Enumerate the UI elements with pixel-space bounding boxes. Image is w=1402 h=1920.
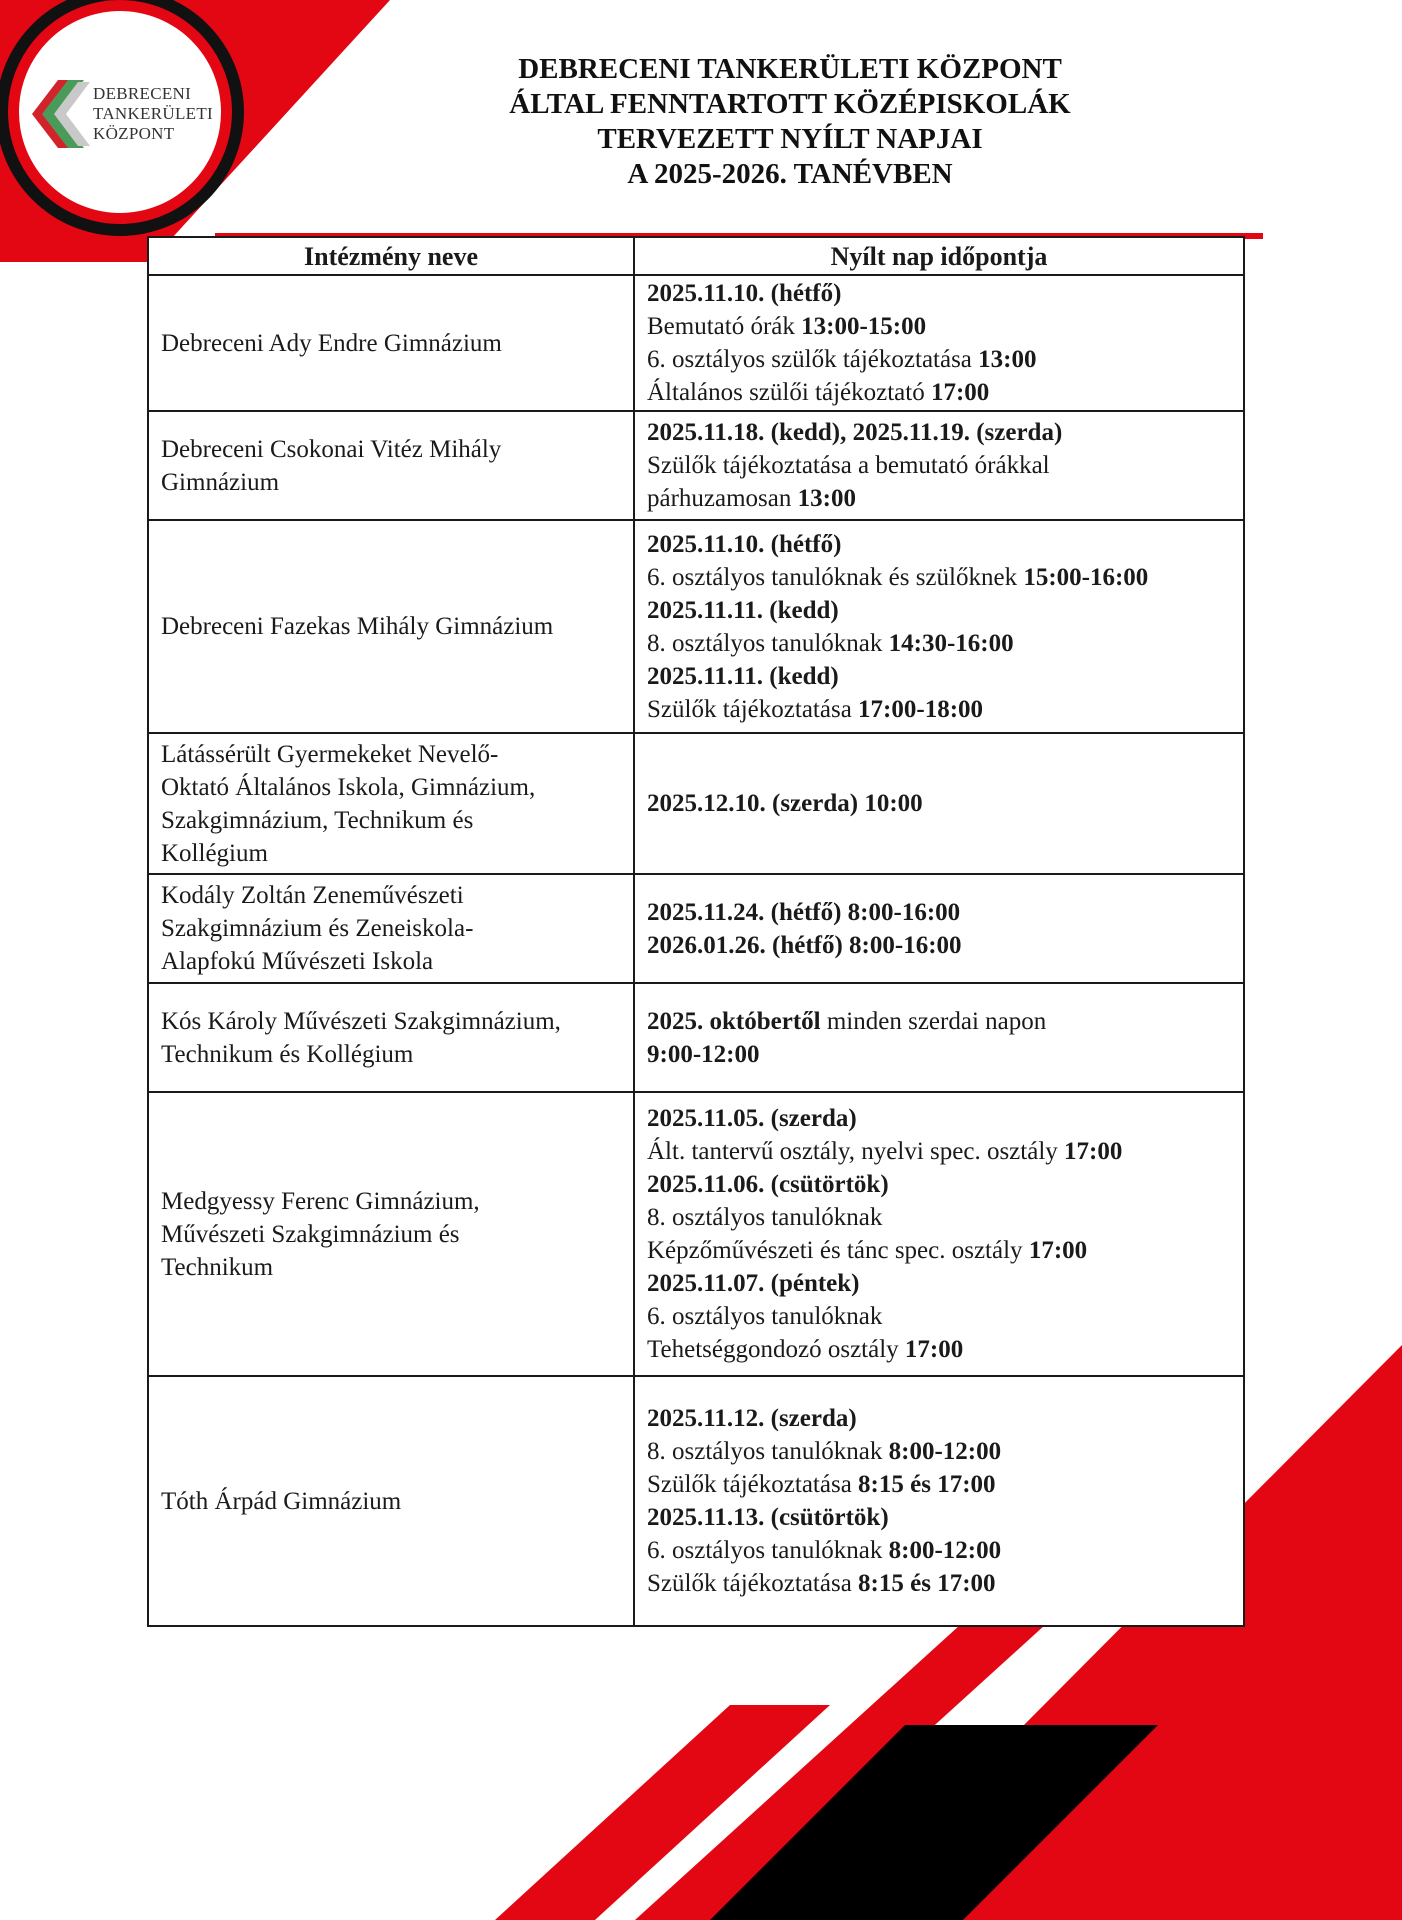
institution-name-line: Művészeti Szakgimnázium és [161, 1220, 460, 1248]
open-day-line [647, 1567, 1231, 1600]
table-row [148, 1092, 1244, 1376]
text-segment: 8. osztályos tanulóknak [647, 629, 889, 657]
institution-name-cell [148, 275, 634, 411]
open-day-line [647, 787, 1231, 820]
open-day-cell [634, 411, 1244, 520]
open-day-line [647, 1135, 1231, 1168]
text-segment: minden szerdai napon [820, 1007, 1047, 1035]
text-segment: Ált. tantervű osztály, nyelvi spec. osztály [647, 1138, 1065, 1165]
open-day-line [647, 449, 1231, 482]
institution-name-line: Medgyessy Ferenc Gimnázium, [161, 1187, 480, 1215]
bold-segment: 8:15 és 17:00 [858, 1570, 996, 1597]
page-title [420, 52, 1160, 192]
institution-name-cell [148, 520, 634, 733]
bold-segment: 2025.11.05. (szerda) [647, 1105, 857, 1132]
text-segment: Szülők tájékoztatása [647, 1570, 859, 1597]
text-segment: Általános szülői tájékoztató [647, 379, 931, 406]
institution-name-cell [148, 411, 634, 520]
bold-segment: 2025.11.07. (péntek) [647, 1270, 860, 1297]
open-days-table [147, 236, 1245, 1627]
institution-name-line: Debreceni Fazekas Mihály Gimnázium [161, 613, 554, 640]
bold-segment: 13:00 [978, 346, 1037, 373]
open-day-line [647, 482, 1231, 515]
open-day-line [647, 310, 1231, 343]
institution-name-line: Technikum és Kollégium [161, 1040, 414, 1068]
open-day-line [647, 627, 1231, 660]
bold-segment: 2025.11.11. (kedd) [647, 662, 839, 690]
institution-name-cell [148, 874, 634, 983]
institution-name-cell [148, 733, 634, 874]
open-day-line [647, 594, 1231, 627]
open-day-line [647, 1333, 1231, 1366]
text-segment: 8. osztályos tanulóknak [647, 1204, 883, 1231]
bold-segment: 17:00 [1028, 1237, 1088, 1264]
open-day-line [647, 1468, 1231, 1501]
title-line: DEBRECENI TANKERÜLETI KÖZPONT [518, 53, 1062, 85]
logo-text [93, 84, 213, 144]
text-segment: 6. osztályos szülők tájékoztatása [647, 346, 979, 373]
bold-segment: 2025.11.11. (kedd) [647, 596, 839, 624]
table-row [148, 1376, 1244, 1626]
bold-segment: 15:00-16:00 [1023, 563, 1149, 591]
institution-name-cell [148, 1092, 634, 1376]
header-open-day: Nyílt nap időpontja [634, 237, 1244, 275]
open-day-line [647, 277, 1231, 310]
bold-segment: 8:00-12:00 [888, 1537, 1002, 1564]
institution-name-line: Látássérült Gyermekeket Nevelő- [161, 740, 499, 768]
institution-name-line: Debreceni Ady Endre Gimnázium [161, 329, 502, 357]
table-row [148, 874, 1244, 983]
text-segment: Szülők tájékoztatása [647, 1471, 859, 1498]
bold-segment: 2025.11.06. (csütörtök) [647, 1171, 889, 1198]
open-day-line [647, 929, 1231, 962]
open-day-line [647, 1201, 1231, 1234]
logo-line: DEBRECENI [93, 84, 192, 103]
text-segment: 6. osztályos tanulóknak [647, 1537, 889, 1564]
text-segment: 6. osztályos tanulóknak [647, 1303, 883, 1330]
text-segment: Tehetséggondozó osztály [647, 1336, 905, 1363]
bold-segment: 2025.11.10. (hétfő) [647, 280, 842, 307]
text-segment: Szülők tájékoztatása a bemutató órákkal [647, 452, 1050, 479]
open-day-cell [634, 733, 1244, 874]
text-segment: Képzőművészeti és tánc spec. osztály [647, 1237, 1029, 1264]
header-institution: Intézmény neve [148, 237, 634, 275]
institution-name-line: Gimnázium [161, 468, 280, 496]
bold-segment: 17:00 [1064, 1138, 1123, 1165]
bold-segment: 2025.11.18. (kedd), 2025.11.19. (szerda) [647, 419, 1063, 446]
open-day-line [647, 1267, 1231, 1300]
open-day-line [647, 660, 1231, 693]
institution-name-line: Kodály Zoltán Zeneművészeti [161, 882, 464, 909]
text-segment: Szülők tájékoztatása [647, 695, 859, 723]
bold-segment: 13:00-15:00 [801, 313, 927, 340]
bold-segment: 17:00 [904, 1336, 964, 1363]
open-day-cell [634, 520, 1244, 733]
open-day-line [647, 1501, 1231, 1534]
open-day-cell [634, 874, 1244, 983]
bold-segment: 17:00-18:00 [858, 695, 984, 723]
institution-name-line: Alapfokú Művészeti Iskola [161, 948, 434, 975]
open-day-line [647, 343, 1231, 376]
bold-segment: 2025. októbertől [647, 1007, 821, 1035]
bold-segment: 17:00 [930, 379, 990, 406]
open-day-line [647, 416, 1231, 449]
open-day-line [647, 1102, 1231, 1135]
table-row [148, 275, 1244, 411]
text-segment: Bemutató órák [647, 313, 802, 340]
table-row [148, 733, 1244, 874]
open-day-line [647, 896, 1231, 929]
table-row [148, 520, 1244, 733]
open-day-line [647, 1300, 1231, 1333]
open-day-cell [634, 983, 1244, 1092]
table-row [148, 983, 1244, 1092]
open-day-cell [634, 1092, 1244, 1376]
bold-segment: 2025.11.24. (hétfő) 8:00-16:00 [647, 898, 961, 926]
open-day-line [647, 1168, 1231, 1201]
institution-name-cell [148, 983, 634, 1092]
institution-name-line: Szakgimnázium és Zeneiskola- [161, 915, 474, 942]
open-day-line [647, 1038, 1231, 1071]
bold-segment: 8:15 és 17:00 [858, 1471, 996, 1498]
bold-segment: 2025.11.13. (csütörtök) [647, 1504, 889, 1531]
table-body [148, 275, 1244, 1626]
table-row [148, 411, 1244, 520]
open-day-line [647, 693, 1231, 726]
institution-name-line: Kollégium [161, 839, 268, 867]
open-day-line [647, 1534, 1231, 1567]
institution-name-line: Kós Károly Művészeti Szakgimnázium, [161, 1007, 561, 1035]
open-day-line [647, 376, 1231, 409]
open-day-line [647, 528, 1231, 561]
open-day-line [647, 1402, 1231, 1435]
bold-segment: 2025.11.12. (szerda) [647, 1405, 857, 1432]
bold-segment: 2026.01.26. (hétfő) 8:00-16:00 [647, 931, 962, 959]
bold-segment: 8:00-12:00 [888, 1438, 1002, 1465]
bold-segment: 2025.12.10. (szerda) 10:00 [647, 790, 923, 817]
text-segment: 8. osztályos tanulóknak [647, 1438, 889, 1465]
bold-segment: 2025.11.10. (hétfő) [647, 530, 842, 558]
title-line: TERVEZETT NYÍLT NAPJAI [597, 123, 983, 155]
table-header-row [148, 237, 1244, 275]
text-segment: párhuzamosan [647, 485, 798, 512]
text-segment: 6. osztályos tanulóknak és szülőknek [647, 563, 1024, 591]
bold-segment: 13:00 [797, 485, 856, 512]
institution-name-line: Tóth Árpád Gimnázium [161, 1487, 402, 1515]
logo-line: TANKERÜLETI [93, 104, 213, 123]
title-line: ÁLTAL FENNTARTOTT KÖZÉPISKOLÁK [509, 88, 1071, 120]
bold-segment: 9:00-12:00 [647, 1040, 760, 1068]
institution-name-line: Oktató Általános Iskola, Gimnázium, [161, 773, 536, 801]
open-day-line [647, 1234, 1231, 1267]
bold-segment: 14:30-16:00 [888, 629, 1014, 657]
institution-name-line: Technikum [161, 1253, 274, 1281]
open-day-cell [634, 1376, 1244, 1626]
institution-name-line: Szakgimnázium, Technikum és [161, 806, 474, 834]
institution-name-line: Debreceni Csokonai Vitéz Mihály [161, 435, 502, 463]
open-day-line [647, 1005, 1231, 1038]
institution-name-cell [148, 1376, 634, 1626]
open-day-line [647, 561, 1231, 594]
open-day-cell [634, 275, 1244, 411]
title-line: A 2025-2026. TANÉVBEN [627, 158, 953, 190]
open-day-line [647, 1435, 1231, 1468]
logo-line: KÖZPONT [93, 124, 175, 143]
